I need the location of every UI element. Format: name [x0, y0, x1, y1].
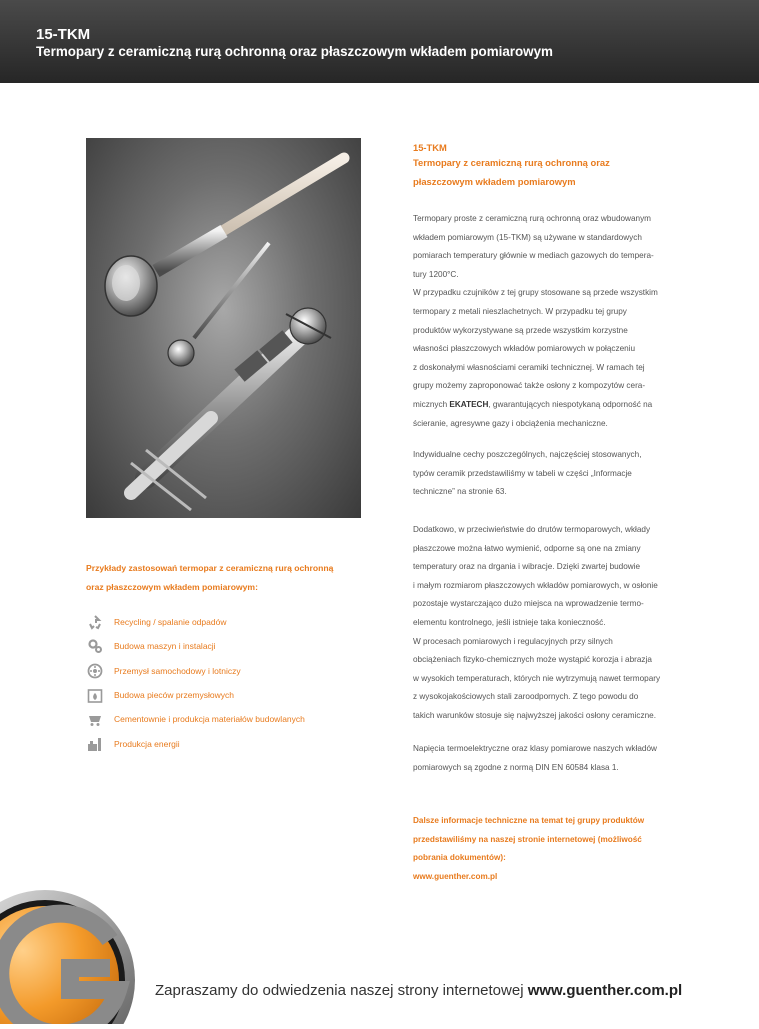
- paragraph-standards: [413, 740, 703, 777]
- text-line: W procesach pomiarowych i regulacyjnych przy silnych: [413, 636, 613, 646]
- text-line: w wysokich temperaturach, których nie wytrzymują nawet termopary: [413, 673, 661, 683]
- product-title-line1: Termopary z ceramiczną rurą ochronną oraz: [413, 157, 610, 168]
- product-title: [413, 154, 693, 191]
- text-fragment: micznych: [413, 399, 450, 409]
- footer-text: Zapraszamy do odwiedzenia naszej strony internetowej: [155, 982, 528, 999]
- paragraph-intro: [413, 210, 703, 433]
- footer-website-link[interactable]: www.guenther.com.pl: [527, 982, 683, 999]
- application-label: Budowa maszyn i instalacji: [114, 641, 216, 652]
- text-line: tury 1200°C.: [413, 269, 459, 279]
- cement-mixer-icon: [86, 710, 104, 728]
- text-line: Indywidualne cechy poszczególnych, najczęściej stosowanych,: [413, 450, 642, 459]
- text-line: Napięcia termoelektryczne oraz klasy pomiarowe naszych wkładów: [413, 744, 657, 753]
- product-photo: [86, 138, 361, 518]
- recycling-icon: [86, 613, 104, 631]
- text-line: takich warunków stosuje się najwyższej jakości osłony ceramiczne.: [413, 710, 656, 720]
- text-fragment: , gwarantujących niespotykaną odporność na: [488, 399, 653, 409]
- application-label: Budowa pieców przemysłowych: [114, 690, 234, 701]
- application-label: Przemysł samochodowy i lotniczy: [114, 665, 241, 676]
- text-line: pomiarach temperatury głównie w mediach gazowych do tempera-: [413, 251, 654, 261]
- footer-invitation: [155, 982, 682, 999]
- paragraph-sheathed-inserts: [413, 521, 703, 726]
- ekatech-brand: EKATECH: [449, 399, 489, 409]
- website-link[interactable]: www.guenther.com.pl: [413, 871, 498, 881]
- applications-heading: [86, 559, 386, 597]
- header-title: Termopary z ceramiczną rurą ochronną oraz płaszczowym wkładem pomiarowym: [36, 44, 553, 59]
- text-line: produktów wykorzystywane są przede wszystkim korzystne: [413, 325, 628, 335]
- application-item: [86, 610, 376, 634]
- applications-list: [86, 610, 376, 756]
- text-line: [413, 396, 703, 415]
- applications-heading-line2: oraz płaszczowym wkładem pomiarowym:: [86, 582, 258, 592]
- application-label: Cementownie i produkcja materiałów budowlanych: [114, 714, 305, 725]
- text-line: z wysokojakościowych stali zaroodpornych. Z tego powodu do: [413, 692, 639, 702]
- header-product-code: 15-TKM: [36, 26, 91, 43]
- text-line: Termopary proste z ceramiczną rurą ochronną oraz wbudowanym: [413, 214, 651, 223]
- text-line: przedstawiliśmy na naszej stronie internetowej (możliwość: [413, 834, 642, 844]
- text-line: pobrania dokumentów):: [413, 853, 506, 863]
- text-line: własności płaszczowych wkładów pomiarowych w połączeniu: [413, 344, 636, 354]
- text-line: pomiarowych są zgodne z normą DIN EN 60584 klasa 1.: [413, 762, 619, 772]
- furnace-icon: [86, 686, 104, 704]
- product-code: 15-TKM: [413, 142, 447, 153]
- text-line: Dodatkowo, w przeciwieństwie do drutów termoparowych, wkłady: [413, 525, 651, 534]
- application-item: [86, 683, 376, 707]
- application-label: Produkcja energii: [114, 738, 180, 749]
- text-line: techniczne” na stronie 63.: [413, 487, 507, 497]
- text-line: i małym rozmiarom płaszczowych wkładów pomiarowych, w osłonie: [413, 580, 658, 590]
- applications-heading-line1: Przykłady zastosowań termopar z ceramiczną rurą ochronną: [86, 563, 334, 573]
- paragraph-ceramics: [413, 446, 703, 502]
- power-plant-icon: [86, 735, 104, 753]
- text-line: grupy możemy zaproponować także osłony z kompozytów cera-: [413, 381, 646, 391]
- company-logo: [0, 880, 140, 1024]
- application-item: [86, 659, 376, 683]
- text-line: ścieranie, agresywne gazy i obciążenia mechaniczne.: [413, 418, 608, 428]
- application-item: [86, 634, 376, 658]
- wheel-icon: [86, 662, 104, 680]
- text-line: temperatury oraz na drgania i wibracje. Dzięki zwartej budowie: [413, 562, 641, 572]
- text-line: W przypadku czujników z tej grupy stosowane są przede wszystkim: [413, 288, 658, 298]
- page-header: [0, 0, 759, 83]
- application-item: [86, 731, 376, 755]
- text-line: termopary z metali nieszlachetnych. W przypadku tej grupy: [413, 306, 627, 316]
- gears-icon: [86, 637, 104, 655]
- application-item: [86, 707, 376, 731]
- further-info-note: [413, 812, 703, 886]
- text-line: obciążeniach fizyko-chemicznych może wystąpić korozja i abrazja: [413, 655, 652, 665]
- text-line: z doskonałymi własnościami ceramiki technicznej. W ramach tej: [413, 362, 645, 372]
- text-line: płaszczowe można łatwo wymienić, odporne są one na zmiany: [413, 543, 641, 553]
- product-title-line2: płaszczowym wkładem pomiarowym: [413, 175, 576, 187]
- application-label: Recycling / spalanie odpadów: [114, 617, 227, 628]
- text-line: elementu kontrolnego, jeśli istnieje taka konieczność.: [413, 617, 606, 627]
- text-line: typów ceramik przedstawiliśmy w tabeli w części „Informacje: [413, 468, 632, 478]
- text-line: Dalsze informacje techniczne na temat tej grupy produktów: [413, 816, 645, 825]
- text-line: wkładem pomiarowym (15-TKM) są używane w standardowych: [413, 232, 642, 242]
- text-line: pozostaje wystarczająco dużo miejsca na wprowadzenie termo-: [413, 599, 644, 609]
